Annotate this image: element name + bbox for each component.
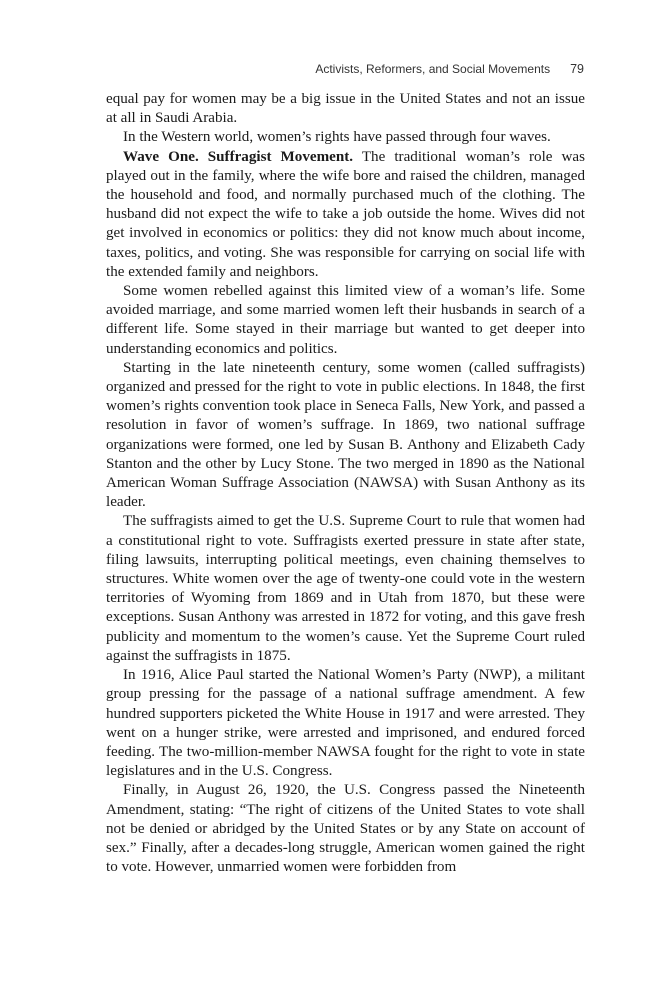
paragraph: Some women rebelled against this limited view of a woman’s life. Some avoided marriage, and some married women left their husbands in search of a different life. Some stayed in their marriage but wanted to get deeper into understanding economics and politics.: [106, 283, 585, 357]
paragraph-continuation: equal pay for women may be a big issue in the United States and not an issue at all in Saudi Arabia.: [106, 91, 585, 127]
paragraph: Finally, in August 26, 1920, the U.S. Congress passed the Nineteenth Amendment, stating: “The right of citizens of the United States to vote shall not be denied or abridged by the United States or by any State on account of sex.” Finally, after a decades-long struggle, American women gained the right to vote. However, unmarried women were forbidden from: [106, 782, 585, 876]
paragraph: In the Western world, women’s rights have passed through four waves.: [123, 129, 551, 146]
paragraph: The suffragists aimed to get the U.S. Supreme Court to rule that women had a constitutional right to vote. Suffragists exerted pressure in state after state, filing lawsuits, interrupting political meetings, even chaining themselves to structures. White women over the age of twenty-one could vote in the western territories of Wyoming from 1869 and in Utah from 1870, but these were exceptions. Susan Anthony was arrested in 1872 for voting, and this gave fresh publicity and momentum to the women’s cause. Yet the Supreme Court ruled against the suffragists in 1875.: [106, 513, 585, 664]
paragraph: In 1916, Alice Paul started the National Women’s Party (NWP), a militant group pressing for the passage of a national suffrage amendment. A few hundred supporters picketed the White House in 1917 and were arrested. They went on a hunger strike, were arrested and imprisoned, and endured forced feeding. The two-million-member NAWSA fought for the right to vote in state legislatures and in the U.S. Congress.: [106, 667, 585, 780]
body-text: [106, 90, 585, 877]
paragraph-text: The traditional woman’s role was played out in the family, where the wife bore and raised the children, managed the household and food, and normally purchased much of the clothing. The husband did not expect the wife to take a job outside the home. Wives did not get involved in economics or politics: they did not know much about income, taxes, politics, and voting. She was responsible for carrying on social life with the extended family and neighbors.: [106, 148, 585, 280]
running-title: Activists, Reformers, and Social Movements: [315, 62, 551, 76]
paragraph: Starting in the late nineteenth century, some women (called suffragists) organized and pressed for the right to vote in public elections. In 1848, the first women’s rights convention took place in Seneca Falls, New York, and passed a resolution in favor of women’s suffrage. In 1869, two national suffrage organizations were formed, one led by Susan B. Anthony and Elizabeth Cady Stanton and the other by Lucy Stone. The two merged in 1890 as the National American Woman Suffrage Association (NAWSA) with Susan Anthony as its leader.: [106, 359, 585, 511]
page-number: 79: [570, 62, 584, 76]
section-heading: Wave One. Suffragist Movement.: [123, 148, 354, 165]
paragraph-wave-one: [106, 148, 585, 282]
running-head: [315, 62, 584, 76]
